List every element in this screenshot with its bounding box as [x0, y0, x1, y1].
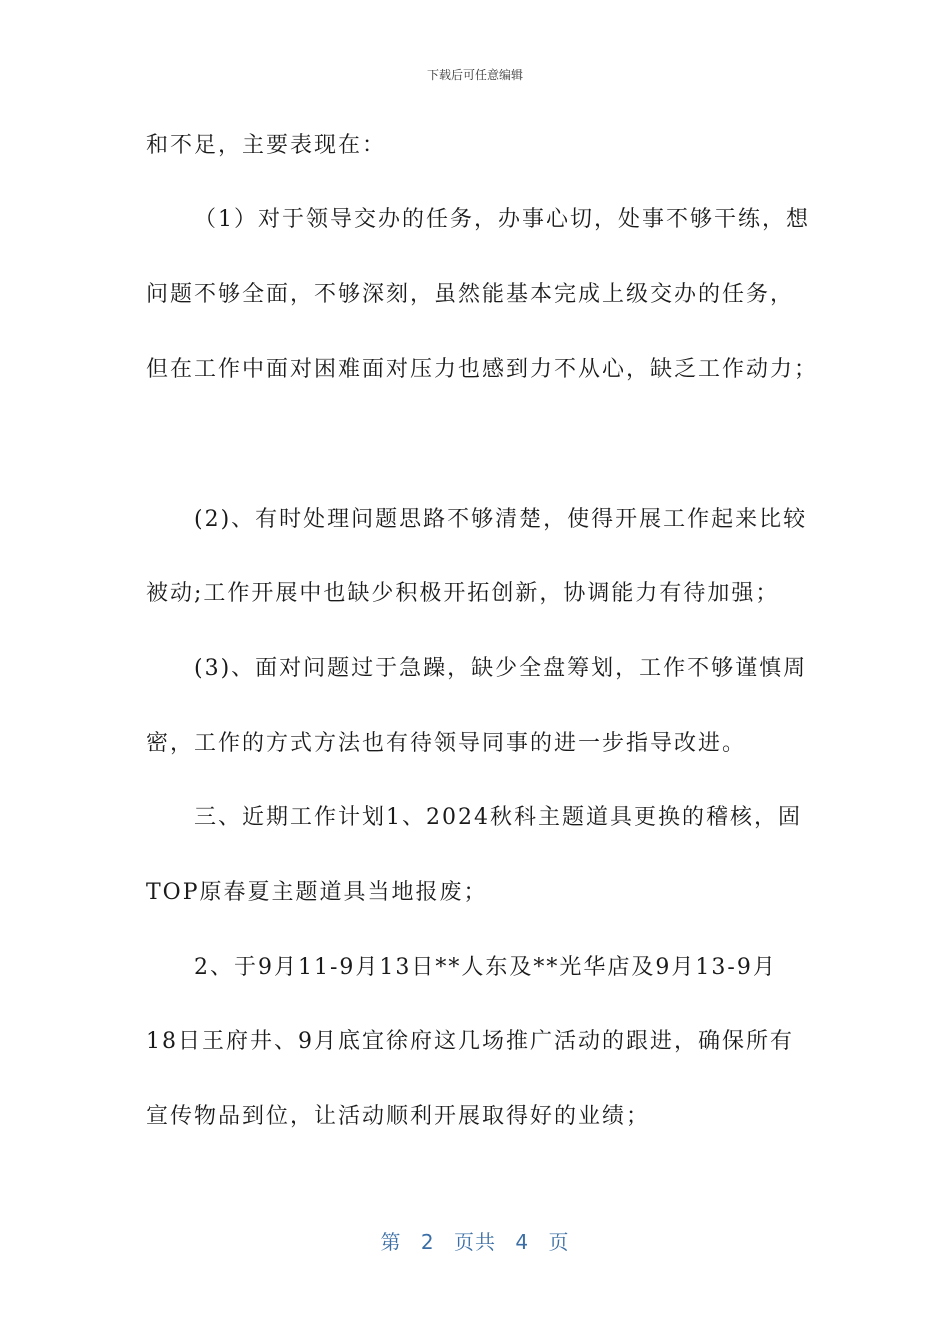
body-line-2: （1）对于领导交办的任务，办事心切，处事不够干练，想	[194, 207, 810, 232]
page-total: 4	[515, 1230, 530, 1254]
page-prefix: 第	[380, 1230, 402, 1254]
body-line-12: 18日王府井、9月底宜徐府这几场推广活动的跟进，确保所有	[146, 1029, 794, 1054]
body-line-6: 被动;工作开展中也缺少积极开拓创新，协调能力有待加强；	[146, 581, 780, 606]
body-line-9: 三、近期工作计划1、2024秋科主题道具更换的稽核，固	[194, 805, 802, 830]
body-line-5: (2)、有时处理问题思路不够清楚，使得开展工作起来比较	[194, 507, 808, 532]
page-footer	[0, 1226, 950, 1255]
page-number: 2	[420, 1230, 435, 1254]
body-line-8: 密，工作的方式方法也有待领导同事的进一步指导改进。	[146, 731, 747, 756]
page-middle: 页共	[454, 1230, 496, 1254]
body-line-13: 宣传物品到位，让活动顺利开展取得好的业绩；	[146, 1104, 651, 1129]
body-line-4: 但在工作中面对困难面对压力也感到力不从心，缺乏工作动力；	[146, 357, 819, 382]
body-line-1: 和不足，主要表现在：	[146, 133, 387, 158]
body-line-7: (3)、面对问题过于急躁，缺少全盘筹划，工作不够谨慎周	[194, 656, 808, 681]
page-suffix: 页	[548, 1230, 570, 1254]
body-line-10: TOP原春夏主题道具当地报废；	[146, 880, 488, 905]
body-line-3: 问题不够全面，不够深刻，虽然能基本完成上级交办的任务，	[146, 282, 795, 307]
body-line-11: 2、于9月11-9月13日**人东及**光华店及9月13-9月	[194, 955, 777, 980]
header-note: 下载后可任意编辑	[426, 68, 523, 82]
